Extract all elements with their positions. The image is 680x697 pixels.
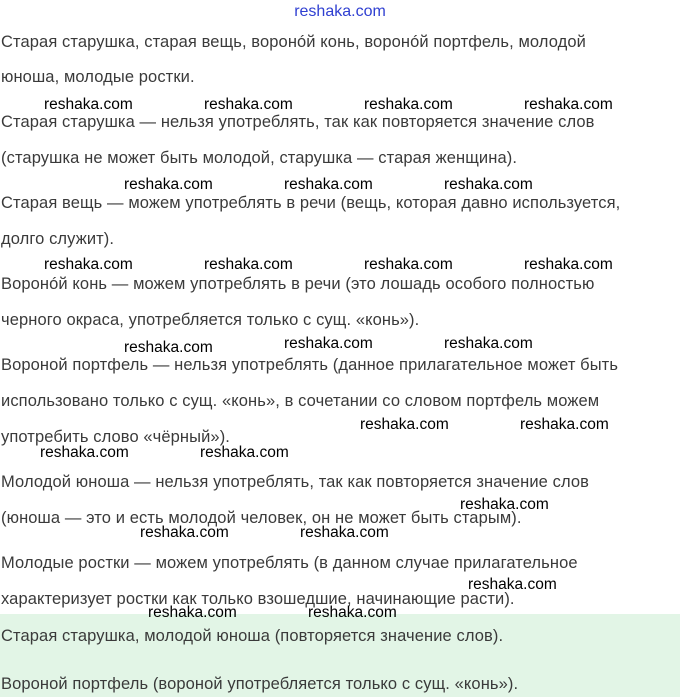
watermark: reshaka.com <box>444 176 533 193</box>
answer-line: Вороной портфель (вороной употребляется только с сущ. «конь»). <box>1 675 519 693</box>
watermark: reshaka.com <box>300 524 389 541</box>
watermark: reshaka.com <box>284 335 373 352</box>
watermark: reshaka.com <box>308 604 397 621</box>
watermark: reshaka.com <box>200 444 289 461</box>
answer-line: Старая старушка, молодой юноша (повторяется значение слов). <box>1 627 504 645</box>
watermark: reshaka.com <box>444 335 533 352</box>
watermark: reshaka.com <box>204 96 293 113</box>
watermark: reshaka.com <box>520 416 609 433</box>
text-line: юноша, молодые ростки. <box>1 68 195 86</box>
watermark: reshaka.com <box>44 96 133 113</box>
text-line: Воронóй конь — можем употреблять в речи (это лошадь особого полностью <box>1 275 595 293</box>
watermark: reshaka.com <box>44 256 133 273</box>
watermark: reshaka.com <box>468 576 557 593</box>
watermark: reshaka.com <box>148 604 237 621</box>
text-line: употребить слово «чёрный»). <box>1 428 230 446</box>
watermark: reshaka.com <box>460 496 549 513</box>
watermark: reshaka.com <box>124 176 213 193</box>
watermark: reshaka.com <box>524 96 613 113</box>
text-line: (юноша — это и есть молодой человек, он не может быть старым). <box>1 509 522 527</box>
text-line: использовано только с сущ. «конь», в сочетании со словом портфель можем <box>1 392 600 410</box>
text-line: Молодой юноша — нельзя употреблять, так как повторяется значение слов <box>1 473 590 491</box>
text-line: Старая старушка, старая вещь, воронóй конь, воронóй портфель, молодой <box>1 33 586 51</box>
watermark: reshaka.com <box>364 96 453 113</box>
watermark: reshaka.com <box>284 176 373 193</box>
text-line: долго служит). <box>1 230 115 248</box>
watermark: reshaka.com <box>524 256 613 273</box>
text-line: характеризует ростки как только взошедшие, начинающие расти). <box>1 590 515 608</box>
text-line: черного окраса, употребляется только с сущ. «конь»). <box>1 311 420 329</box>
watermark: reshaka.com <box>360 416 449 433</box>
watermark: reshaka.com <box>140 524 229 541</box>
watermark: reshaka.com <box>40 444 129 461</box>
text-line: Старая вещь — можем употреблять в речи (вещь, которая давно используется, <box>1 194 621 212</box>
watermark: reshaka.com <box>204 256 293 273</box>
watermark: reshaka.com <box>124 339 213 356</box>
text-line: Вороной портфель — нельзя употреблять (данное прилагательное может быть <box>1 356 619 374</box>
text-line: Молодые ростки — можем употреблять (в данном случае прилагательное <box>1 554 578 572</box>
watermark: reshaka.com <box>364 256 453 273</box>
text-line: (старушка не может быть молодой, старушка — старая женщина). <box>1 149 518 167</box>
header-watermark: reshaka.com <box>294 3 386 20</box>
text-line: Старая старушка — нельзя употреблять, так как повторяется значение слов <box>1 113 595 131</box>
